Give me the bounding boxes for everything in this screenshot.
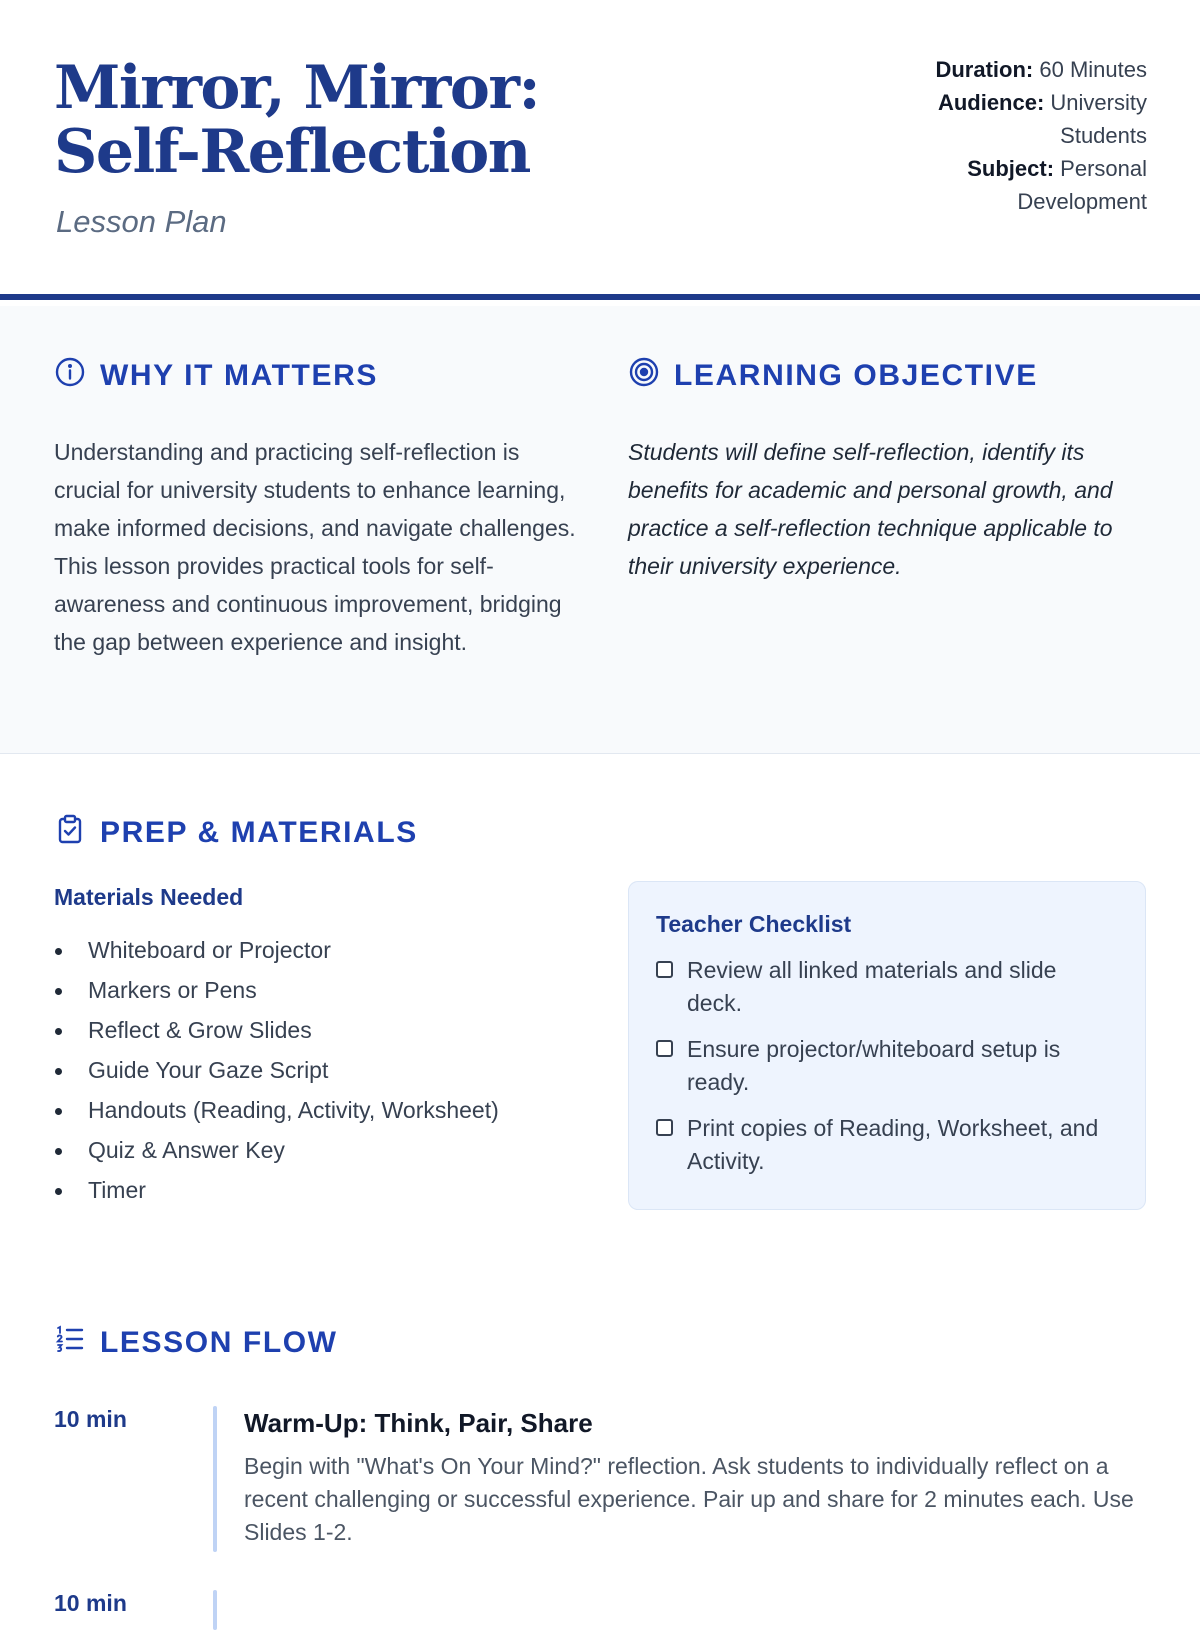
flow-step-description: Begin with "What's On Your Mind?" reflection. Ask students to individually reflect on a recent challenging or successful experience. Pair up and share for 2 minutes each. Use Slides 1-2. [244,1453,1134,1545]
objective-heading-label: LEARNING OBJECTIVE [674,359,1038,392]
overview-band [0,306,1200,754]
materials-list [54,930,499,1210]
page-subtitle: Lesson Plan [56,204,227,239]
materials-list-item: Markers or Pens [54,970,499,1010]
materials-list-item: Handouts (Reading, Activity, Worksheet) [54,1090,499,1130]
meta-duration-value: 60 Minutes [1039,57,1147,82]
materials-list-item: Guide Your Gaze Script [54,1050,499,1090]
why-heading-label: WHY IT MATTERS [100,359,378,392]
checklist-checkbox[interactable] [656,1119,673,1136]
teacher-checklist [656,954,1116,1191]
flow-step-time: 10 min [54,1590,127,1616]
meta-audience-label: Audience: [937,90,1045,115]
materials-list-item: Reflect & Grow Slides [54,1010,499,1050]
meta-audience [877,86,1147,152]
why-text: Understanding and practicing self-reflection is crucial for university students to enhance learning, make informed decisions, and navigate challenges. This lesson provides practical tools for self-awareness and continuous improvement, bridging the gap between experience and insight. [54,439,576,655]
checklist-title: Teacher Checklist [656,911,852,937]
objective-text: Students will define self-reflection, identify its benefits for academic and personal growth, and practice a self-reflection technique applicable to their university experience. [628,439,1113,579]
meta-subject [877,152,1147,218]
why-heading [54,356,378,396]
flow-heading [54,1323,338,1363]
info-circle-icon [54,356,86,396]
flow-step-title: Warm-Up: Think, Pair, Share [244,1408,593,1438]
timeline-bar [213,1406,217,1552]
meta-audience-value: University Students [1050,90,1147,148]
checklist-checkbox[interactable] [656,961,673,978]
objective-heading [628,356,1038,396]
flow-step [0,1406,1200,1552]
materials-list-item: Whiteboard or Projector [54,930,499,970]
numbered-list-icon [54,1323,86,1363]
prep-heading-label: PREP & MATERIALS [100,816,418,849]
materials-list-item: Timer [54,1170,499,1210]
flow-step-time: 10 min [54,1406,127,1432]
prep-heading [54,813,418,853]
flow-step [0,1590,1200,1630]
checklist-item-label: Print copies of Reading, Worksheet, and Activity. [687,1115,1099,1174]
clipboard-check-icon [54,813,86,853]
materials-title: Materials Needed [54,884,244,910]
page-title: Mirror, Mirror: Self-Reflection [54,53,540,187]
target-icon [628,356,660,396]
flow-heading-label: LESSON FLOW [100,1326,338,1359]
materials-list-item: Quiz & Answer Key [54,1130,499,1170]
checklist-item-label: Ensure projector/whiteboard setup is ready. [687,1036,1061,1095]
lesson-meta [877,53,1147,218]
checklist-item [656,1033,1116,1099]
checklist-item [656,954,1116,1020]
timeline-bar [213,1590,217,1630]
meta-subject-label: Subject: [967,156,1055,181]
teacher-checklist-card [628,881,1146,1210]
meta-duration [877,53,1147,86]
meta-subject-value: Personal Development [1017,156,1147,214]
lesson-header [0,0,1200,300]
checklist-checkbox[interactable] [656,1040,673,1057]
meta-duration-label: Duration: [935,57,1034,82]
checklist-item [656,1112,1116,1178]
checklist-item-label: Review all linked materials and slide deck. [687,957,1057,1016]
